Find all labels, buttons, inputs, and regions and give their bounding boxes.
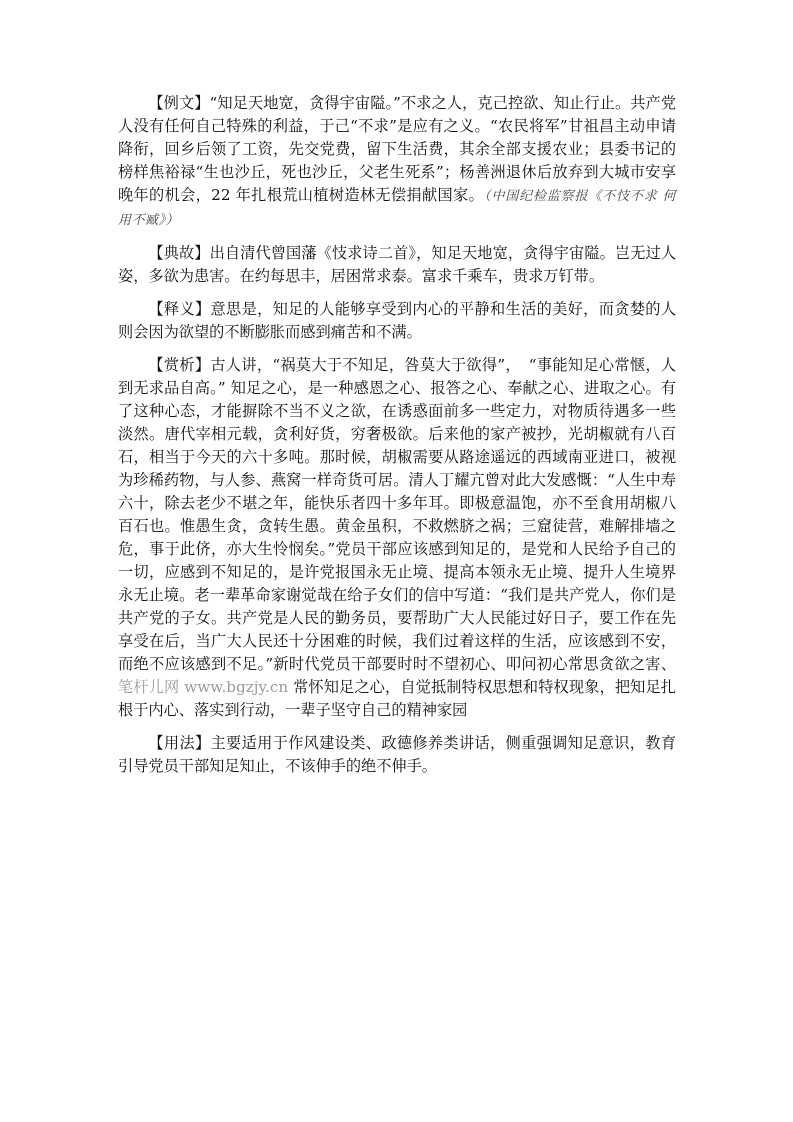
meaning-paragraph (118, 298, 676, 344)
analysis-text-before: 古人讲，“祸莫大于不知足，咎莫大于欲得”， “事能知足心常惬，人到无求品自高。” 知足之心，是一种感恩之心、报答之心、奉献之心、进取之心。有了这种心态，才能摒除不当不义之欲，在诱惑面前多一些定力，对物质待遇多一些淡然。唐代宰相元载，贪利好货，穷奢极欲。后来他的家产被抄，光胡椒就有八百石，相当于今天的六十多吨。那时候，胡椒需要从路途遥远的西域南亚进口，被视为珍稀药物，与人参、燕窝一样奇货可居。清人丁耀亢曾对此大发感慨：“人生中寿六十，除去老少不堪之年，能快乐者四十多年耳。即极意温饱，亦不至食用胡椒八百石也。惟愚生贪，贪转生愚。黄金虽积，不救燃脐之祸；三窟徒营，难解排墙之危，事于此侪，亦大生怜悯矣。”党员干部应该感到知足的，是党和人民给予自己的一切，应感到不知足的，是许党报国永无止境、提高本领永无止境、提升人生境界永无止境。老一辈革命家谢觉哉在给子女们的信中写道：“我们是共产党人，你们是共产党的子女。共产党是人民的勤务员，要帮助广大人民能过好日子，要工作在先享受在后，当广大人民还十分困难的时候，我们过着这样的生活，应该感到不安，而绝不应该感到不足。”新时代党员干部要时时不望初心、叩问初心常思贪欲之害、 (118, 356, 676, 673)
document-page (118, 92, 676, 788)
usage-paragraph (118, 732, 676, 778)
usage-tag: 【用法】 (148, 734, 211, 752)
site-watermark: 笔杆儿网 www.bgzjy.cn (118, 678, 289, 696)
allusion-tag: 【典故】 (148, 244, 210, 262)
analysis-tag: 【赏析】 (148, 356, 211, 374)
meaning-tag: 【释义】 (148, 300, 211, 318)
allusion-text: 出自清代曾国藩《忮求诗二首》，知足天地宽，贪得宇宙隘。岂无过人姿，多欲为患害。在约每思丰，居困常求泰。富求千乘车，贵求万钉带。 (118, 244, 677, 285)
analysis-text-after: 常怀知足之心，自觉抵制特权思想和特权现象，把知足扎根于内心、落实到行动，一辈子坚守自己的精神家园 (118, 678, 676, 719)
usage-text: 主要适用于作风建设类、政德修养类讲话，侧重强调知足意识，教育引导党员干部知足知止，不该伸手的绝不伸手。 (118, 734, 677, 775)
meaning-text: 意思是，知足的人能够享受到内心的平静和生活的美好，而贪婪的人则会因为欲望的不断膨胀而感到痛苦和不满。 (118, 300, 677, 341)
analysis-paragraph (118, 354, 676, 722)
allusion-paragraph (118, 242, 676, 288)
example-source: （中国纪检监察报《不忮不求 何用不臧》） (118, 189, 677, 228)
example-paragraph (118, 92, 676, 232)
example-text: “知足天地宽，贪得宇宙隘。”不求之人，克己控欲、知止行止。共产党人没有任何自己特殊的利益，于己“不求”是应有之义。“农民将军”甘祖昌主动申请降衔，回乡后领了工资，先交党费，留下生活费，其余全部支援农业；县委书记的榜样焦裕禄“生也沙丘，死也沙丘，父老生死系”；杨善洲退休后放弃到大城市安享晚年的机会，22 年扎根荒山植树造林无偿捐献国家。 (118, 94, 677, 204)
example-tag: 【例文】 (148, 94, 210, 112)
